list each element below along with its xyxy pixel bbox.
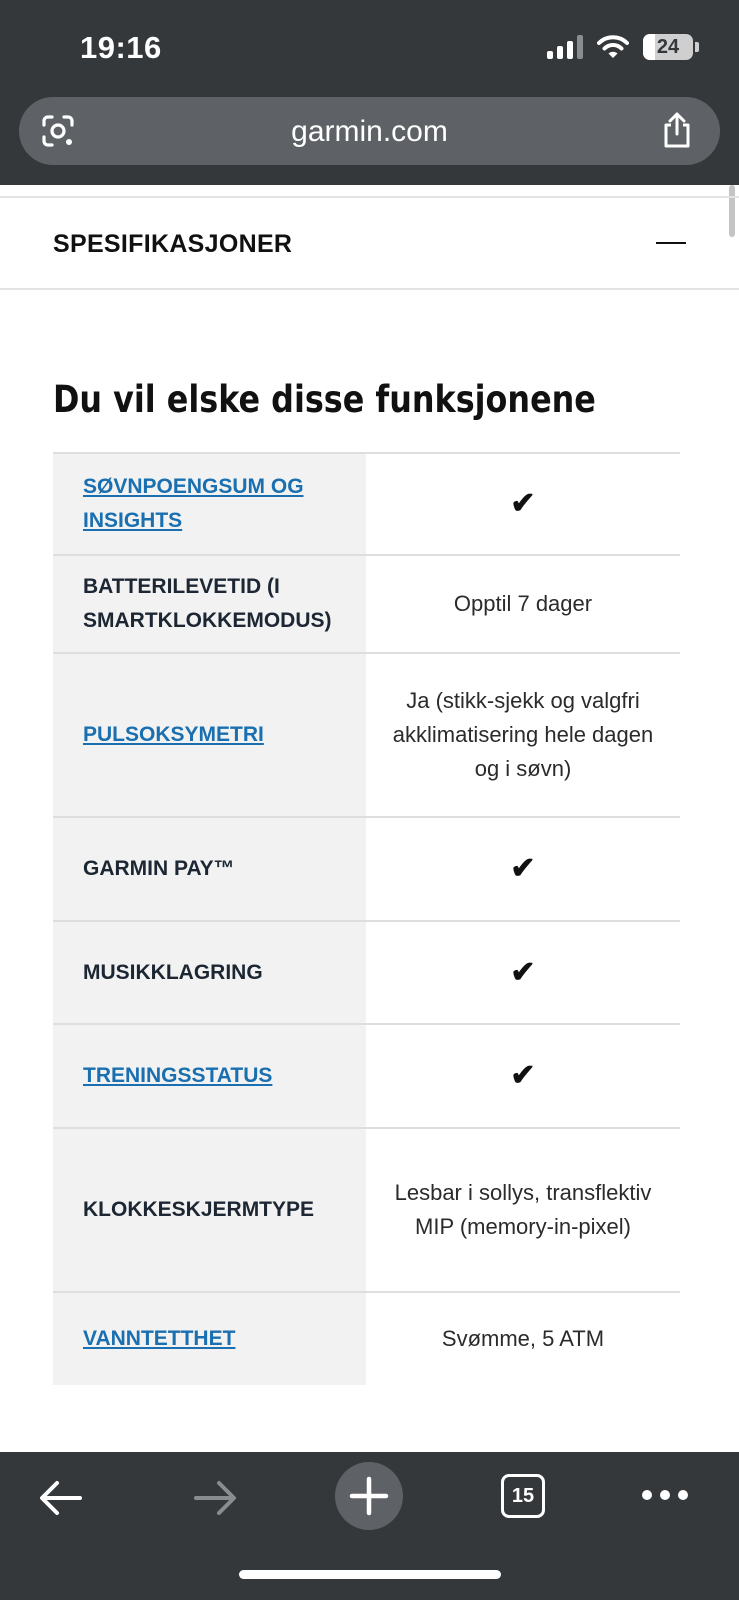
more-dot: [678, 1490, 688, 1500]
back-arrow-icon[interactable]: [38, 1478, 84, 1518]
wifi-icon: [597, 34, 629, 60]
browser-bottom-toolbar: [0, 1452, 739, 1600]
feature-value: Svømme, 5 ATM: [441, 1326, 605, 1351]
check-icon: ✔: [510, 487, 536, 520]
signal-icon: [547, 35, 583, 59]
url-bar[interactable]: [19, 97, 720, 165]
new-tab-button[interactable]: [335, 1462, 403, 1530]
feature-value: [366, 922, 680, 1023]
url-text[interactable]: garmin.com: [291, 115, 448, 148]
feature-value: Lesbar i sollys, transflektiv MIP (memory-in-pixel): [394, 1180, 652, 1239]
plus-icon: [335, 1462, 403, 1530]
feature-label: BATTERILEVETID (I SMARTKLOKKEMODUS): [53, 556, 366, 652]
check-icon: ✔: [510, 955, 536, 989]
features-title: Du vil elske disse funksjonene: [53, 378, 596, 421]
battery-fill: [643, 34, 655, 60]
feature-label-link[interactable]: VANNTETTHET: [53, 1293, 366, 1385]
minus-icon[interactable]: [656, 242, 686, 244]
browser-top-chrome: [0, 0, 739, 185]
forward-arrow-icon[interactable]: [192, 1478, 238, 1518]
check-icon: ✔: [510, 1059, 536, 1092]
table-row: [53, 1291, 680, 1385]
feature-value: [366, 1025, 680, 1127]
feature-value: [366, 818, 680, 920]
table-row: [53, 1127, 680, 1291]
table-row: [53, 920, 680, 1023]
feature-value: [366, 454, 680, 554]
more-icon[interactable]: [642, 1490, 688, 1500]
feature-label: GARMIN PAY™: [53, 818, 366, 920]
table-row: [53, 652, 680, 816]
tabs-icon[interactable]: 15: [501, 1474, 545, 1518]
more-dot: [642, 1490, 652, 1500]
feature-value: Ja (stikk-sjekk og valgfri akklimatisering hele dagen og i søvn): [392, 688, 654, 781]
home-indicator[interactable]: [239, 1570, 501, 1579]
feature-label-link[interactable]: PULSOKSYMETRI: [53, 654, 366, 816]
feature-label-link[interactable]: SØVNPOENGSUM OG INSIGHTS: [53, 454, 366, 554]
specs-accordion-header[interactable]: [0, 198, 739, 290]
feature-value: Opptil 7 dager: [453, 591, 593, 616]
status-icons: [547, 34, 693, 60]
feature-label-link[interactable]: TRENINGSSTATUS: [53, 1025, 366, 1127]
table-row: [53, 1023, 680, 1127]
specs-title: SPESIFIKASJONER: [53, 230, 293, 258]
table-row: [53, 554, 680, 652]
table-row: [53, 816, 680, 920]
table-row: [53, 452, 680, 554]
battery-icon: [643, 34, 693, 60]
check-icon: ✔: [510, 852, 536, 885]
battery-level: 24: [656, 35, 680, 58]
feature-label: KLOKKESKJERMTYPE: [53, 1129, 366, 1291]
more-dot: [660, 1490, 670, 1500]
share-icon[interactable]: [660, 111, 694, 149]
battery-tip: [695, 42, 699, 52]
feature-label: MUSIKKLAGRING: [53, 922, 366, 1023]
features-table: [53, 452, 680, 1385]
status-time: 19:16: [80, 30, 162, 65]
